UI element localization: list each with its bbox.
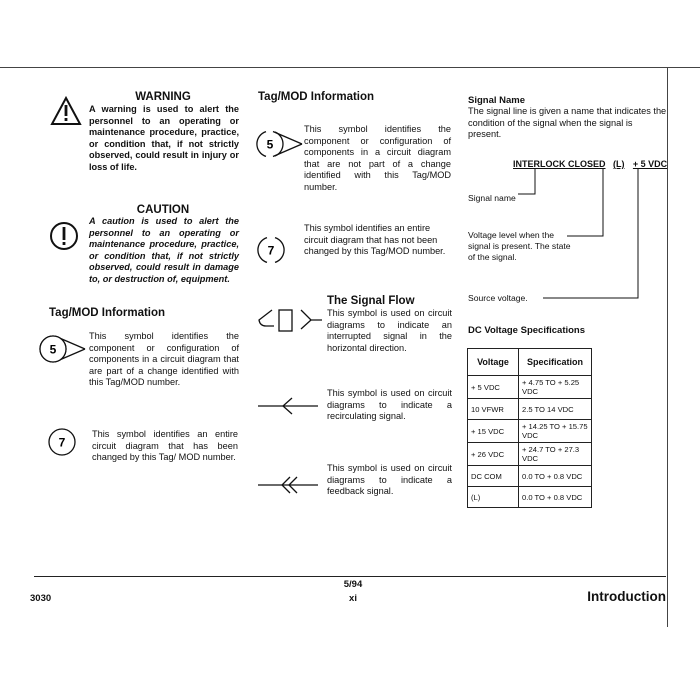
tagmod-right-title: Tag/MOD Information: [258, 91, 375, 103]
top-rule: [0, 67, 700, 68]
table-cell: 0.0 TO + 0.8 VDC: [519, 466, 592, 487]
footer-date: 5/94: [343, 579, 363, 590]
signal-flow-title: The Signal Flow: [327, 295, 415, 307]
tag-number: 7: [58, 435, 66, 450]
example-level: (L): [612, 159, 625, 169]
table-cell: 0.0 TO + 0.8 VDC: [519, 487, 592, 508]
table-cell: (L): [468, 487, 519, 508]
signal-name-title: Signal Name: [468, 95, 526, 106]
table-cell: + 24.7 TO + 27.3 VDC: [519, 443, 592, 466]
tag-number: 5: [266, 137, 274, 152]
warning-triangle-icon: [50, 96, 82, 126]
example-voltage: + 5 VDC: [632, 159, 668, 169]
right-rule: [667, 67, 668, 627]
table-cell: + 5 VDC: [468, 376, 519, 399]
table-cell: + 14.25 TO + 15.75 VDC: [519, 420, 592, 443]
tag-circle-symbol-icon: [47, 427, 77, 457]
table-header-row: [468, 349, 592, 376]
interrupted-signal-symbol-icon: [255, 307, 323, 333]
footer-section-title: Introduction: [587, 589, 666, 604]
tagmod-left-item1-text: This symbol identifies the component or configuration of components in a circuit diagram that are part of a change identified with this Tag/MOD number.: [89, 331, 239, 388]
signal-flow-item2-text: This symbol is used on circuit diagrams to indicate a recirculating signal.: [327, 388, 452, 422]
table-cell: + 4.75 TO + 5.25 VDC: [519, 376, 592, 399]
tagmod-left-title: Tag/MOD Information: [49, 307, 166, 319]
dc-voltage-table: [467, 348, 592, 508]
signal-flow-item3-text: This symbol is used on circuit diagrams to indicate a feedback signal.: [327, 463, 452, 497]
label-signal-name: Signal name: [468, 193, 516, 203]
table-header: Specification: [519, 349, 592, 376]
table-header: Voltage: [468, 349, 519, 376]
footer-page-number: xi: [349, 593, 357, 604]
tag-number: 5: [49, 342, 57, 357]
footer-model: 3030: [30, 593, 52, 604]
tag-triangle-symbol-icon: [38, 334, 88, 364]
signal-name-text: The signal line is given a name that indicates the condition of the signal when the signal is present.: [468, 106, 667, 140]
caution-title: CAUTION: [136, 204, 190, 216]
tagmod-right-item2-text: This symbol identifies an entire circuit diagram that has not been changed by this Tag/MOD number.: [304, 223, 446, 257]
table-row: [468, 399, 592, 420]
example-name: INTERLOCK CLOSED: [513, 159, 606, 169]
table-row: [468, 420, 592, 443]
tag-circle-partial-symbol-icon: [256, 235, 286, 265]
tag-number: 7: [267, 243, 275, 258]
warning-title: WARNING: [135, 91, 191, 103]
warning-text: A warning is used to alert the personnel to an operating or maintenance procedure, practice, or condition that, if not strictly observed, could result in injury or loss of life.: [89, 104, 239, 172]
caution-text: A caution is used to alert the personnel to an operating or maintenance procedure, practice, or condition that, if not strictly observed, could result in damage to, or destruction of, equipment.: [89, 216, 239, 284]
table-row: [468, 376, 592, 399]
table-row: [468, 443, 592, 466]
table-row: [468, 487, 592, 508]
tagmod-left-item2-text: This symbol identifies an entire circuit diagram that has been changed by this Tag/ MOD number.: [92, 429, 238, 463]
table-cell: 2.5 TO 14 VDC: [519, 399, 592, 420]
tagmod-right-item1-text: This symbol identifies the component or configuration of components in a circuit diagram that are not part of a change identified with this Tag/MOD number.: [304, 124, 451, 192]
recirculating-signal-symbol-icon: [258, 396, 320, 416]
signal-flow-item1-text: This symbol is used on circuit diagrams to indicate an interrupted signal in the horizontal direction.: [327, 308, 452, 353]
dc-table-title: DC Voltage Specifications: [468, 325, 586, 336]
table-cell: + 26 VDC: [468, 443, 519, 466]
table-cell: 10 VFWR: [468, 399, 519, 420]
footer-rule: [34, 576, 666, 577]
feedback-signal-symbol-icon: [258, 474, 320, 496]
label-voltage-level: Voltage level when the signal is present. The state of the signal.: [468, 230, 571, 262]
table-cell: + 15 VDC: [468, 420, 519, 443]
label-source-voltage: Source voltage.: [468, 293, 528, 303]
table-row: [468, 466, 592, 487]
table-cell: DC COM: [468, 466, 519, 487]
tag-triangle-partial-symbol-icon: [255, 129, 305, 159]
caution-circle-icon: [49, 221, 79, 251]
